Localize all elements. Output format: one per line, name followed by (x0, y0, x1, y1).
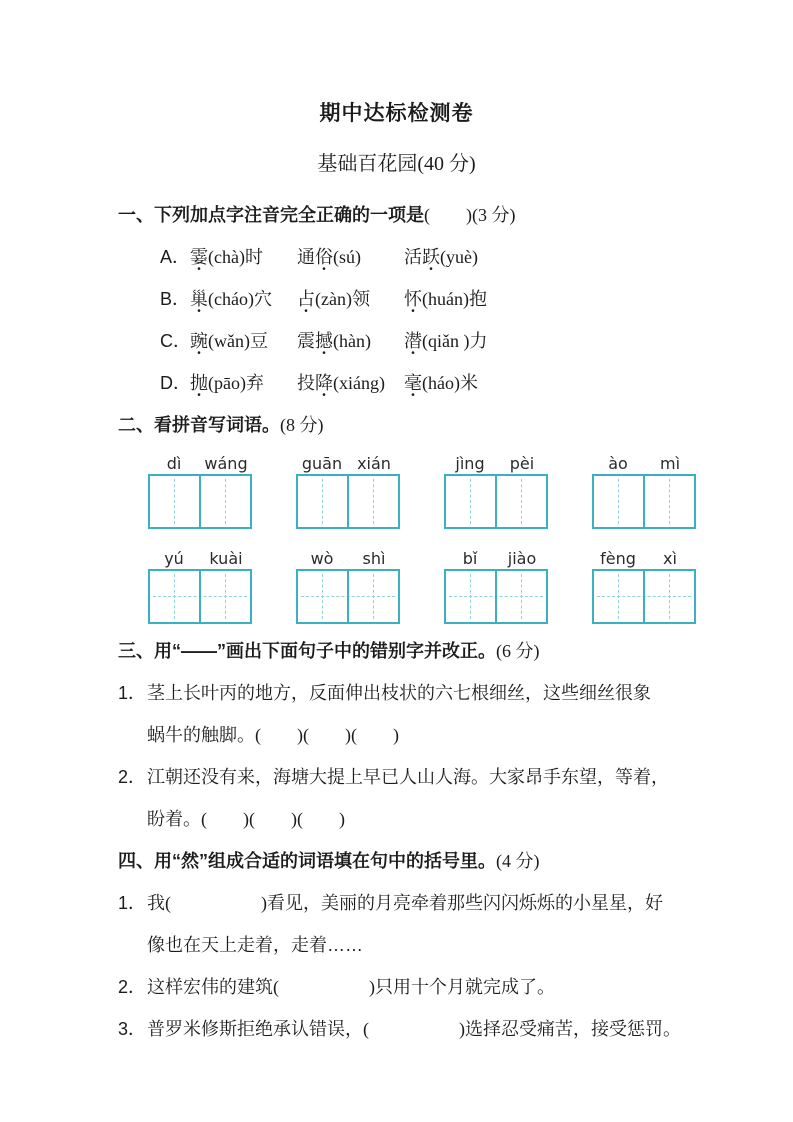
pinyin-label: yú kuài (164, 549, 243, 568)
dotted-char: 跃 (422, 247, 440, 267)
grid-cell (446, 476, 495, 527)
dotted-char: 占 (297, 289, 315, 309)
question-4-3: 3．普罗米修斯拒绝承认错误，( )选择忍受痛苦，接受惩罚。 (118, 1016, 793, 1042)
pinyin-group (592, 454, 696, 529)
dotted-char: 潜 (404, 331, 422, 351)
option-word: 毫(háo)米 (404, 370, 478, 396)
grid-cell (199, 571, 250, 622)
grid-cell (594, 571, 643, 622)
pinyin-annotation: (sú) (333, 247, 361, 267)
question-number: 3． (118, 1019, 147, 1039)
sentence-3-2-line-2: 盼着。( )( )( ) (147, 809, 345, 829)
section-one-heading-blank-score: ( )(3 分) (424, 205, 516, 225)
subtitle-text: 基础百花园 (317, 153, 418, 175)
pinyin-annotation: (chà) (208, 247, 245, 267)
pinyin-annotation: (cháo) (208, 289, 254, 309)
section-four-heading-text: 四、用“然”组成合适的词语填在句中的括号里。 (118, 851, 496, 871)
option-word: 活跃(yuè) (404, 244, 478, 270)
pinyin-annotation: (zàn) (315, 289, 352, 309)
option-word: 巢(cháo)穴 (190, 286, 297, 312)
option-row-a (160, 244, 793, 270)
section-two-heading (118, 412, 793, 438)
pinyin-annotation: (xiáng) (333, 373, 385, 393)
pinyin-label: jìng pèi (455, 454, 535, 473)
pinyin-annotation: (pāo) (208, 373, 246, 393)
grid-cell (199, 476, 250, 527)
pinyin-annotation: (huán) (422, 289, 469, 309)
writing-grid-box (592, 474, 696, 529)
dotted-char: 怀 (404, 289, 422, 309)
question-4-1-line-1: 1．我( )看见，美丽的月亮牵着那些闪闪烁烁的小星星，好 (118, 890, 793, 916)
dotted-char: 毫 (404, 373, 422, 393)
pinyin-group (592, 549, 696, 624)
pinyin-group (296, 549, 400, 624)
option-label-a: A． (160, 247, 191, 267)
pinyin-label: dì wáng (166, 454, 248, 473)
grid-cell (347, 571, 398, 622)
sentence-3-1-line-1: 1．茎上长叶丙的地方，反面伸出枝状的六七根细丝，这些细丝很象 (118, 680, 793, 706)
pinyin-group (444, 549, 548, 624)
writing-grid-box (444, 474, 548, 529)
grid-cell (446, 571, 495, 622)
pinyin-group (444, 454, 548, 529)
grid-cell (347, 476, 398, 527)
sentence-number: 1． (118, 683, 147, 703)
option-word: 豌(wǎn)豆 (190, 328, 297, 354)
fill-in-blank: ( ) (165, 893, 267, 913)
option-row-d (160, 370, 793, 396)
option-word: 潜(qiǎn )力 (404, 328, 487, 354)
question-number: 1． (118, 893, 147, 913)
section-three-heading (118, 638, 793, 664)
correction-blanks: ( )( )( ) (255, 725, 399, 745)
option-word: 通俗(sú) (297, 244, 404, 270)
grid-cell (495, 571, 546, 622)
page-title: 期中达标检测卷 (319, 102, 474, 125)
option-word: 怀(huán)抱 (404, 286, 487, 312)
option-word: 抛(pāo)弃 (190, 370, 297, 396)
dotted-char: 巢 (190, 289, 208, 309)
writing-grid-box (148, 569, 252, 624)
dotted-char: 豌 (190, 331, 208, 351)
dotted-char: 抛 (190, 373, 208, 393)
question-number: 2． (118, 977, 147, 997)
grid-cell (594, 476, 643, 527)
pinyin-label: wò shì (310, 549, 386, 568)
section-two-heading-text: 二、看拼音写词语。 (118, 415, 280, 435)
pinyin-group (148, 549, 252, 624)
subtitle-score: (40 分) (417, 153, 476, 175)
pinyin-group (296, 454, 400, 529)
grid-cell (298, 476, 347, 527)
correction-blanks: ( )( )( ) (201, 809, 345, 829)
sentence-3-1-line-2: 蜗牛的触脚。( )( )( ) (147, 725, 399, 745)
pinyin-label: guān xián (301, 454, 391, 473)
option-row-b (160, 286, 793, 312)
sentence-3-2-line-1: 2．江朝还没有来，海塘大提上早已人山人海。大家昂手东望，等着， (118, 764, 793, 790)
section-one-heading (118, 202, 793, 228)
pinyin-grid-row-2 (148, 549, 696, 624)
pinyin-label: fèng xì (600, 549, 677, 568)
dotted-char: 降 (315, 373, 333, 393)
option-word: 占(zàn)领 (297, 286, 404, 312)
dotted-char: 霎 (190, 247, 208, 267)
dotted-char: 撼 (315, 331, 333, 351)
section-three-heading-text: 三、用“——”画出下面句子中的错别字并改正。 (118, 641, 496, 661)
option-word: 霎(chà)时 (190, 244, 297, 270)
pinyin-label: ào mì (608, 454, 681, 473)
section-four-score: (4 分) (496, 851, 540, 871)
grid-cell (643, 571, 694, 622)
grid-cell (298, 571, 347, 622)
option-word: 投降(xiáng) (297, 370, 404, 396)
writing-grid-box (592, 569, 696, 624)
question-4-2: 2．这样宏伟的建筑( )只用十个月就完成了。 (118, 974, 793, 1000)
pinyin-group (148, 454, 252, 529)
writing-grid-box (148, 474, 252, 529)
pinyin-label: bǐ jiào (462, 549, 537, 568)
pinyin-grid-row-1 (148, 454, 696, 529)
writing-grid-box (444, 569, 548, 624)
grid-cell (495, 476, 546, 527)
fill-in-blank: ( ) (273, 977, 375, 997)
dotted-char: 俗 (315, 247, 333, 267)
paper-subtitle (0, 147, 793, 176)
writing-grid-box (296, 474, 400, 529)
fill-in-blank: ( ) (363, 1019, 465, 1039)
section-three-score: (6 分) (496, 641, 540, 661)
pinyin-annotation: (qiǎn ) (422, 331, 470, 351)
pinyin-annotation: (hàn) (333, 331, 371, 351)
grid-cell (150, 571, 199, 622)
writing-grid-box (296, 569, 400, 624)
option-word: 震撼(hàn) (297, 328, 404, 354)
option-label-d: D． (160, 373, 191, 393)
grid-cell (643, 476, 694, 527)
section-one-heading-text: 一、下列加点字注音完全正确的一项是 (118, 205, 424, 225)
option-label-b: B． (160, 289, 191, 309)
option-row-c (160, 328, 793, 354)
grid-cell (150, 476, 199, 527)
sentence-number: 2． (118, 767, 147, 787)
section-two-score: (8 分) (280, 415, 324, 435)
pinyin-annotation: (háo) (422, 373, 460, 393)
pinyin-annotation: (yuè) (440, 247, 478, 267)
section-four-heading (118, 848, 793, 874)
option-label-c: C． (160, 331, 191, 351)
pinyin-annotation: (wǎn) (208, 331, 250, 351)
question-4-1-line-2: 像也在天上走着，走着…… (147, 935, 363, 955)
